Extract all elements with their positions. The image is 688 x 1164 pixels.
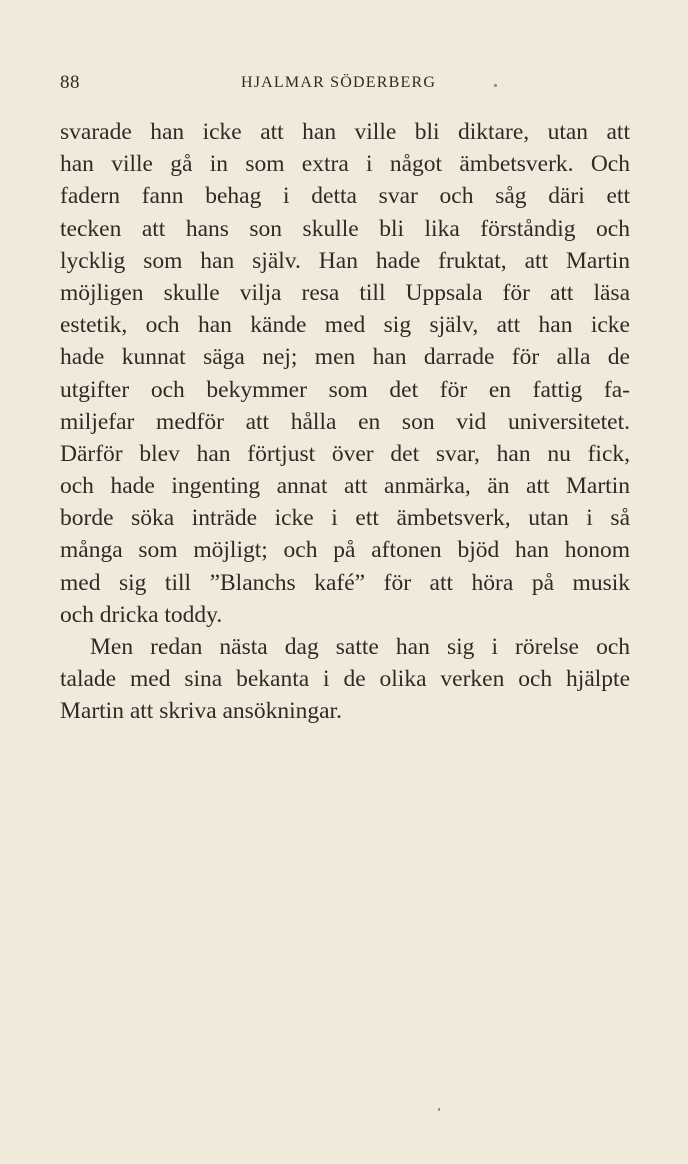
paper-speck bbox=[438, 1108, 440, 1111]
text-line: Martin att skriva ansökningar. bbox=[60, 698, 342, 725]
text-line: Därför blev han förtjust över det svar, han nu fick, bbox=[60, 440, 630, 467]
paragraph bbox=[60, 116, 630, 631]
text-line: och dricka toddy. bbox=[60, 601, 223, 628]
running-head: HJALMAR SÖDERBERG bbox=[241, 74, 437, 91]
body-text bbox=[60, 116, 630, 728]
text-line: han ville gå in som extra i något ämbetsverk. Och bbox=[60, 151, 630, 178]
text-line: borde söka inträde icke i ett ämbetsverk, utan i så bbox=[60, 505, 630, 532]
paper-speck bbox=[494, 84, 497, 87]
text-line: Men redan nästa dag satte han sig i rörelse och bbox=[90, 634, 630, 660]
page-number: 88 bbox=[60, 72, 80, 93]
text-line: fadern fann behag i detta svar och såg däri ett bbox=[60, 183, 630, 210]
text-line: många som möjligt; och på aftonen bjöd han honom bbox=[60, 537, 630, 564]
text-line: miljefar medför att hålla en son vid universitetet. bbox=[60, 408, 630, 435]
text-line: tecken att hans son skulle bli lika förståndig och bbox=[60, 215, 630, 242]
page-header bbox=[60, 72, 630, 98]
paragraph bbox=[60, 631, 630, 728]
text-line: möjligen skulle vilja resa till Uppsala för att läsa bbox=[60, 279, 630, 306]
text-line: estetik, och han kände med sig själv, att han icke bbox=[60, 312, 630, 339]
text-line: med sig till ”Blanchs kafé” för att höra på musik bbox=[60, 569, 630, 596]
text-line: talade med sina bekanta i de olika verken och hjälpte bbox=[60, 666, 630, 693]
text-line: utgifter och bekymmer som det för en fattig fa- bbox=[60, 376, 630, 403]
text-line: lycklig som han själv. Han hade fruktat, att Martin bbox=[60, 247, 630, 274]
text-line: svarade han icke att han ville bli diktare, utan att bbox=[60, 119, 630, 145]
text-line: och hade ingenting annat att anmärka, än att Martin bbox=[60, 473, 630, 500]
text-line: hade kunnat säga nej; men han darrade för alla de bbox=[60, 344, 630, 371]
